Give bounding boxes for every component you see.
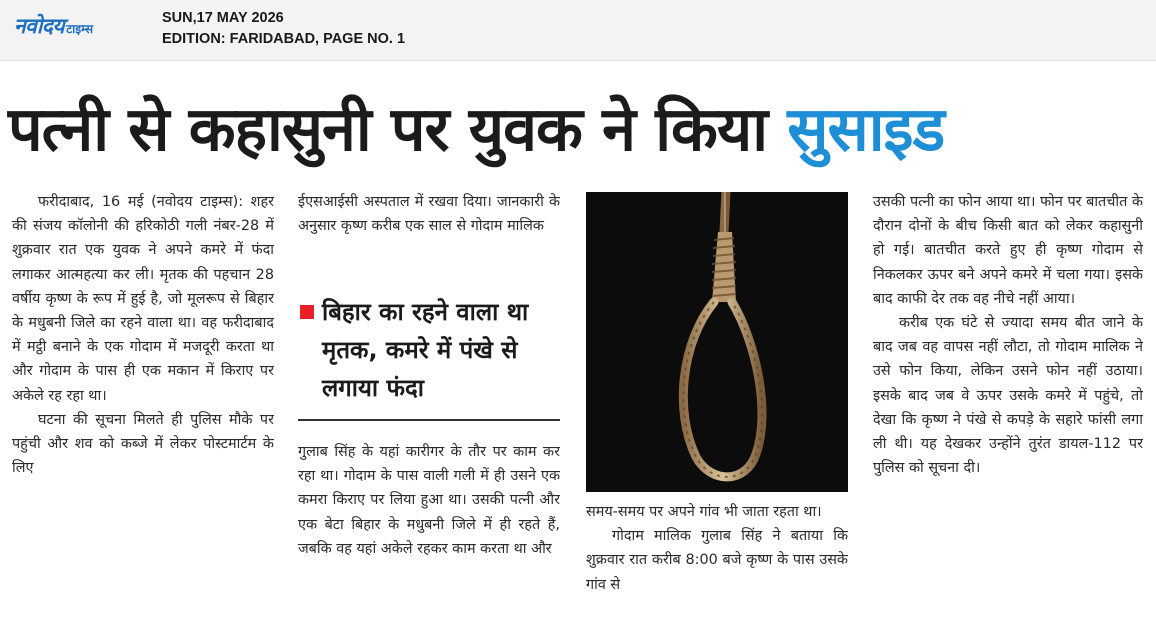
edition-info <box>162 8 405 50</box>
article-paragraph: घटना की सूचना मिलते ही पुलिस मौके पर पहुंची और शव को कब्जे में लेकर पोस्टमार्टम के लिए <box>12 411 274 477</box>
article-column-2-bottom <box>298 440 560 636</box>
article-column-1 <box>12 190 274 636</box>
headline-main: पत्नी से कहासुनी पर युवक ने किया <box>8 94 788 165</box>
edition-page: EDITION: FARIDABAD, PAGE NO. 1 <box>162 31 406 47</box>
article-paragraph: फरीदाबाद, 16 मई (नवोदय टाइम्स): शहर की संजय कॉलोनी की हरिकोठी गली नंबर-28 में शुक्रवार रात एक युवक ने अपने कमरे में फंदा लगाकर आत्महत्या कर ली। मृतक की पहचान 28 वर्षीय कृष्ण के रूप में हुई है, जो मूलरूप से बिहार के मधुबनी जिले का रहने वाला था। वह फरीदाबाद में मट्ठी बनाने के एक गोदाम में मजदूरी करता था और गोदाम के पास ही एक मकान में किराए पर अकेले रह रहा था। <box>12 194 274 404</box>
noose-photo <box>586 192 848 492</box>
article-paragraph: ईएसआईसी अस्पताल में रखवा दिया। जानकारी के अनुसार कृष्ण करीब एक साल से गोदाम मालिक <box>298 194 560 235</box>
article-column-3 <box>586 500 848 636</box>
newspaper-logo[interactable] <box>14 12 93 40</box>
subheadline-text: बिहार का रहने वाला था मृतक, कमरे में पंखे से लगाया फंदा <box>322 298 529 402</box>
article-paragraph: समय-समय पर अपने गांव भी जाता रहता था। <box>586 504 822 520</box>
publication-date: SUN,17 MAY 2026 <box>162 10 284 26</box>
logo-main-text: नवोदय <box>14 14 65 38</box>
subheadline-box <box>298 293 560 421</box>
article-paragraph: करीब एक घंटे से ज्यादा समय बीत जाने के बाद जब वह वापस नहीं लौटा, तो गोदाम मालिक ने उसे फोन किया, लेकिन उसने फोन नहीं उठाया। इसके बाद जब वे ऊपर उसके कमरे में पहुंचे, तो देखा कि कृष्ण ने पंखे से कपड़े के सहारे फांसी लगा ली थी। यह देखकर उन्होंने तुरंत डायल-112 पर पुलिस को सूचना दी। <box>873 315 1143 477</box>
red-bullet-icon <box>300 305 314 319</box>
article-paragraph: गोदाम मालिक गुलाब सिंह ने बताया कि शुक्रवार रात करीब 8:00 बजे कृष्ण के पास उसके गांव से <box>586 528 848 593</box>
article-column-2-top <box>298 190 560 286</box>
headline <box>8 84 1148 176</box>
article-paragraph: उसकी पत्नी का फोन आया था। फोन पर बातचीत के दौरान दोनों के बीच किसी बात को लेकर कहासुनी हो गई। बातचीत करते हुए ही कृष्ण गोदाम से निकलकर ऊपर बने अपने कमरे में चला गया। इसके बाद काफी देर तक वह नीचे नहीं आया। <box>873 194 1143 307</box>
article-column-4 <box>873 190 1143 636</box>
masthead-bar <box>0 0 1156 61</box>
article-paragraph: गुलाब सिंह के यहां कारीगर के तौर पर काम कर रहा था। गोदाम के पास वाली गली में ही उसने एक कमरा किराए पर लिया हुआ था। उसकी पत्नी और एक बेटा बिहार के मधुबनी जिले में ही रहते हैं, जबकि वह यहां अकेले रहकर काम करता था और <box>298 444 560 557</box>
noose-rope-icon <box>586 192 848 492</box>
headline-accent: सुसाइड <box>787 94 945 165</box>
logo-sub-text: टाइम्स <box>66 22 94 36</box>
